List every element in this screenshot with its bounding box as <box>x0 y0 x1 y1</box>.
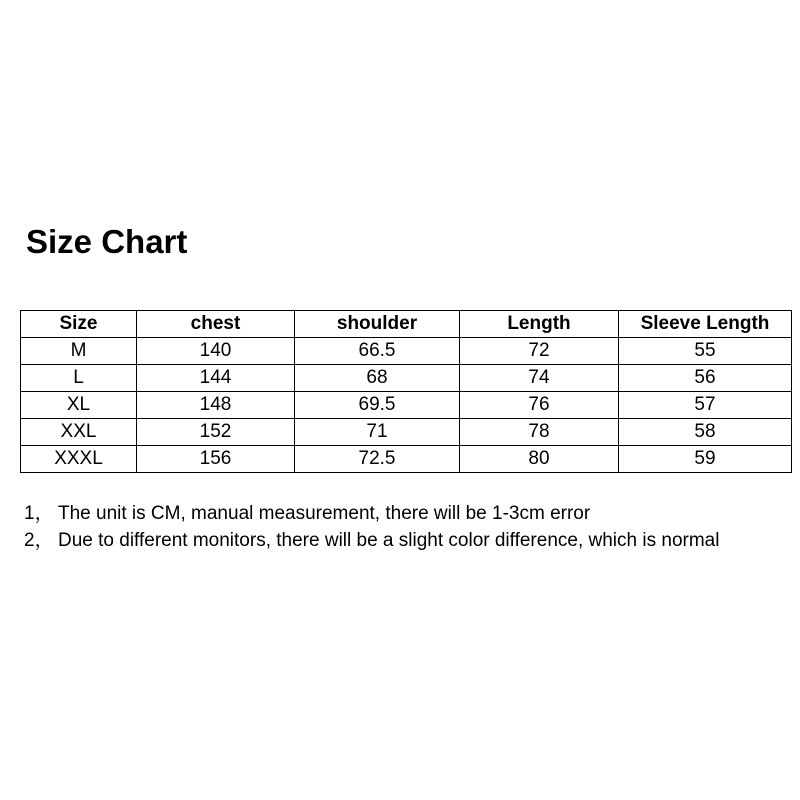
table-cell-shoulder: 72.5 <box>295 446 460 473</box>
column-header-sleeve-length: Sleeve Length <box>619 311 792 338</box>
table-cell-size: XXXL <box>21 446 137 473</box>
table-row <box>21 392 792 419</box>
size-table <box>20 310 792 473</box>
table-cell-sleeve-length: 55 <box>619 338 792 365</box>
table-cell-shoulder: 71 <box>295 419 460 446</box>
column-header-shoulder: shoulder <box>295 311 460 338</box>
note-text: Due to different monitors, there will be a slight color difference, which is normal <box>58 530 720 551</box>
table-row <box>21 446 792 473</box>
table-header-row <box>21 311 792 338</box>
table-cell-chest: 148 <box>137 392 295 419</box>
table-cell-sleeve-length: 58 <box>619 419 792 446</box>
table-cell-length: 74 <box>460 365 619 392</box>
table-cell-sleeve-length: 57 <box>619 392 792 419</box>
table-cell-size: XL <box>21 392 137 419</box>
table-cell-chest: 144 <box>137 365 295 392</box>
table-row <box>21 338 792 365</box>
table-cell-shoulder: 68 <box>295 365 460 392</box>
table-cell-shoulder: 69.5 <box>295 392 460 419</box>
column-header-length: Length <box>460 311 619 338</box>
note-number: 2， <box>24 530 54 551</box>
note-item <box>24 527 719 554</box>
table-row <box>21 365 792 392</box>
table-cell-chest: 156 <box>137 446 295 473</box>
table-cell-sleeve-length: 56 <box>619 365 792 392</box>
note-number: 1， <box>24 503 54 524</box>
column-header-chest: chest <box>137 311 295 338</box>
table-cell-sleeve-length: 59 <box>619 446 792 473</box>
table-cell-length: 78 <box>460 419 619 446</box>
column-header-size: Size <box>21 311 137 338</box>
table-cell-length: 72 <box>460 338 619 365</box>
table-cell-length: 76 <box>460 392 619 419</box>
note-text: The unit is CM, manual measurement, there will be 1-3cm error <box>58 503 591 524</box>
table-cell-size: L <box>21 365 137 392</box>
table-cell-shoulder: 66.5 <box>295 338 460 365</box>
table-cell-size: M <box>21 338 137 365</box>
table-cell-chest: 152 <box>137 419 295 446</box>
table-row <box>21 419 792 446</box>
notes-list <box>24 500 719 554</box>
table-cell-length: 80 <box>460 446 619 473</box>
page-title: Size Chart <box>26 223 188 260</box>
table-cell-chest: 140 <box>137 338 295 365</box>
note-item <box>24 500 719 527</box>
table-cell-size: XXL <box>21 419 137 446</box>
